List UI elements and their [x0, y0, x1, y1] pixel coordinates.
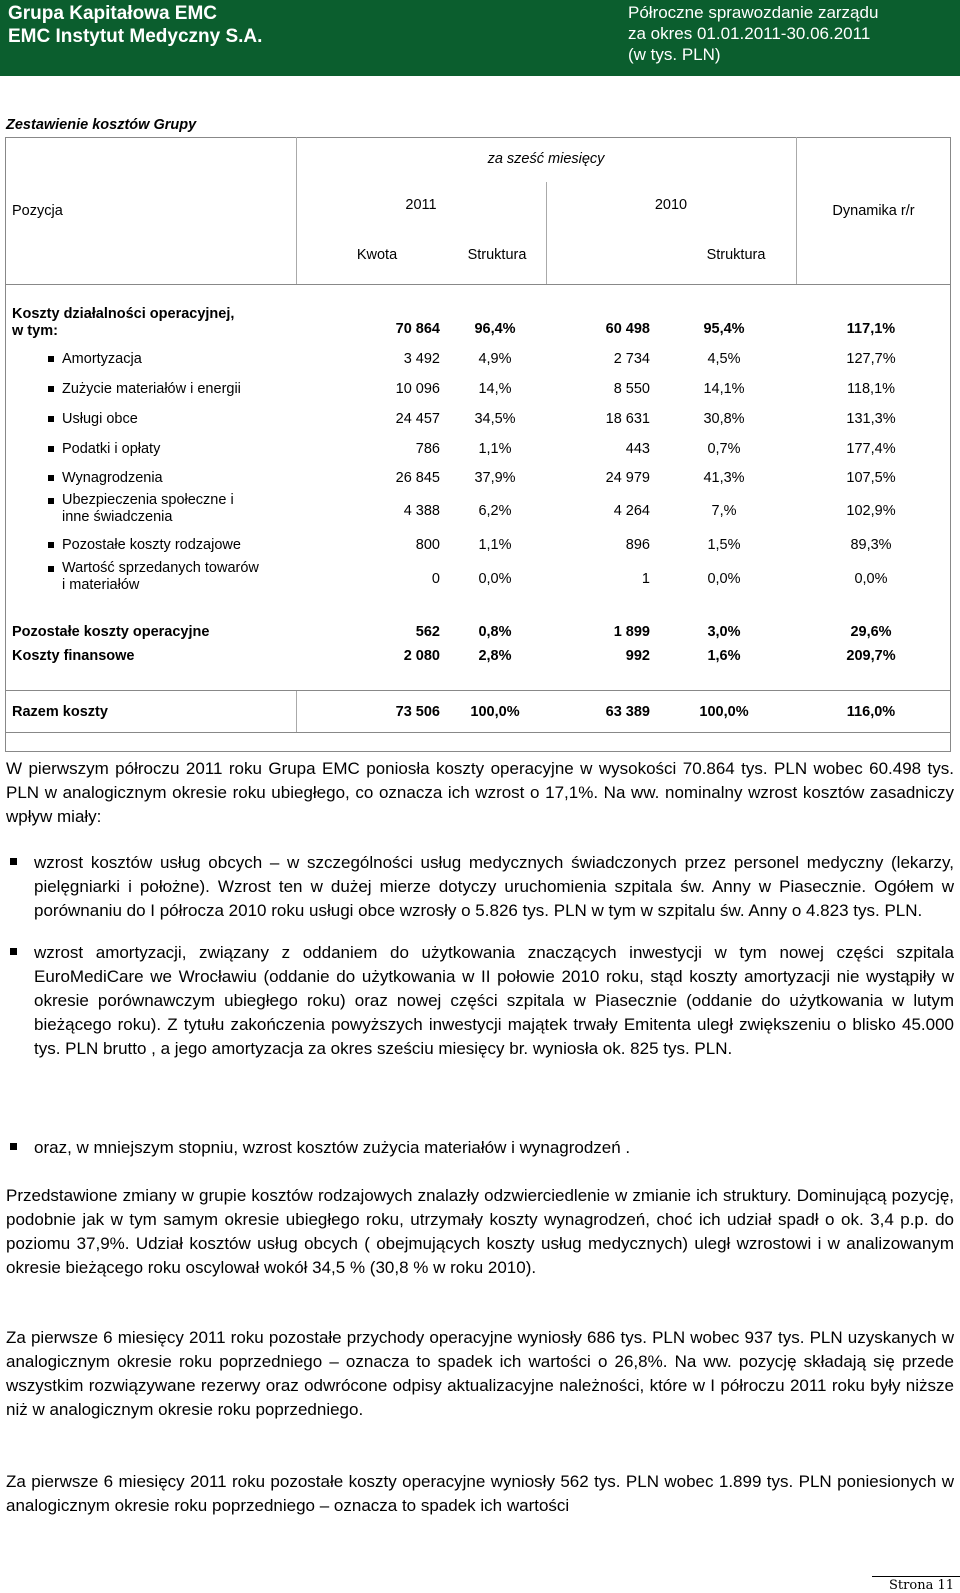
sub-row-dynamics: 177,4% — [846, 441, 896, 457]
header-year-2011: 2011 — [405, 197, 437, 213]
header-period: za sześć miesięcy — [487, 151, 605, 167]
header-struktura-2011: Struktura — [467, 247, 527, 263]
company-name: Grupa Kapitałowa EMC — [8, 3, 218, 24]
sub-row-k2011: 10 096 — [395, 381, 440, 397]
main-row-s2010: 95,4% — [703, 321, 745, 337]
bullet-icon — [48, 356, 54, 362]
sub-row-k2011: 0 — [431, 571, 440, 587]
sub-row-s2010: 14,1% — [703, 381, 745, 397]
report-period: za okres 01.01.2011-30.06.2011 — [628, 24, 871, 43]
bullet-item-depreciation: wzrost amortyzacji, związany z oddaniem do użytkowania znaczących inwestycji w tym nowej części szpitala EuroMediCare we Wrocławiu (oddanie do użytkowania w II połowie 2010 roku, stąd koszty amortyzacji nie wystąpiły w okresie porównawczym ubiegłego roku) oraz nowej części szpitala w Piasecznie (oddanie do użytkowania w lutym bieżącego roku). Z tytułu zakończenia powyższych inwestycji majątek trwały Emitenta uległ zwiększeniu o blisko 45.000 tys. PLN brutto , a jego amortyzacja za okres sześciu miesięcy br. wyniosła ok. 825 tys. PLN. — [34, 943, 954, 1058]
footer-rule — [872, 1576, 960, 1577]
sub-row-s2010: 4,5% — [707, 351, 741, 367]
bullet-item-materials: oraz, w mniejszym stopniu, wzrost kosztów zużycia materiałów i wynagrodzeń . — [34, 1138, 631, 1157]
total-row-label: Razem koszty — [12, 704, 108, 720]
sub-row-s2011: 1,1% — [478, 441, 512, 457]
paragraph-other-costs: Za pierwsze 6 miesięcy 2011 roku pozostałe koszty operacyjne wyniosły 562 tys. PLN wobec 1.899 tys. PLN poniesionych w analogicznym okresie roku poprzedniego – oznacza to spadek ich wartości — [6, 1472, 954, 1515]
header-year-2010: 2010 — [654, 197, 688, 213]
sub-row-s2011: 14,% — [478, 381, 512, 397]
sub-row-label: Zużycie materiałów i energii — [62, 381, 241, 397]
main-row-dynamics: 117,1% — [846, 321, 896, 337]
page-number: Strona 11 — [889, 1578, 954, 1593]
sub-row-s2011: 34,5% — [474, 411, 516, 427]
sub-row-dynamics: 89,3% — [850, 537, 892, 553]
page-header — [0, 0, 960, 76]
bullet-item-services: wzrost kosztów usług obcych – w szczególności usług medycznych świadczonych przez personel medyczny (lekarzy, pielęgniarki i położne). Wzrost ten w dużej mierze dotyczy uruchomienia szpitala św. Anny w Piasecznie. Ogółem w porównaniu do I półrocza 2010 roku usługi obce wzrosły o 5.826 tys. PLN w tym w szpitalu św. Anny o 4.823 tys. PLN. — [34, 853, 954, 920]
total-divider — [296, 690, 297, 732]
main-row-label — [12, 306, 234, 340]
main-row-k2011: 70 864 — [395, 321, 440, 337]
header-report-info — [628, 2, 878, 65]
sub-row-label-line2: i materiałów — [62, 577, 140, 593]
total-row-dynamics: 116,0% — [846, 704, 896, 720]
paragraph-intro: W pierwszym półroczu 2011 roku Grupa EMC poniosła koszty operacyjne w wysokości 70.864 tys. PLN wobec 60.498 tys. PLN w analogicznym okresie roku ubiegłego, co oznacza ich wzrost o 17,1%. Na ww. nominalny wzrost kosztów zasadniczy wpływ miały: — [6, 759, 954, 826]
main-row-k2010: 60 498 — [605, 321, 650, 337]
other-row-dynamics: 29,6% — [850, 624, 892, 640]
other-row-label: Koszty finansowe — [12, 648, 135, 664]
header-dynamics: Dynamika r/r — [832, 203, 915, 219]
sub-row-label: Amortyzacja — [62, 351, 142, 367]
sub-row-label-line1: Ubezpieczenia społeczne i — [62, 492, 234, 508]
sub-row-s2010: 0,0% — [707, 571, 741, 587]
main-row-s2011: 96,4% — [474, 321, 516, 337]
sub-row-s2011: 1,1% — [478, 537, 512, 553]
sub-row-k2011: 26 845 — [395, 470, 440, 486]
bullet-icon — [48, 446, 54, 452]
bullet-icon — [48, 542, 54, 548]
other-row-label: Pozostałe koszty operacyjne — [12, 624, 210, 640]
report-title: Półroczne sprawozdanie zarządu — [628, 3, 879, 22]
sub-row-k2010: 8 550 — [613, 381, 650, 397]
sub-row-s2011: 0,0% — [478, 571, 512, 587]
header-company — [8, 2, 262, 48]
other-row-s2010: 3,0% — [707, 624, 741, 640]
sub-row-dynamics: 118,1% — [846, 381, 896, 397]
other-row-k2011: 562 — [415, 624, 440, 640]
sub-row-label — [62, 560, 259, 594]
total-top-border — [5, 690, 951, 691]
other-row-s2010: 1,6% — [707, 648, 741, 664]
sub-row-k2011: 24 457 — [395, 411, 440, 427]
bullet-icon — [10, 858, 17, 865]
total-row-k2011: 73 506 — [395, 704, 440, 720]
bullet-icon — [48, 475, 54, 481]
sub-row-s2011: 6,2% — [478, 503, 512, 519]
sub-row-s2010: 41,3% — [703, 470, 745, 486]
sub-row-label-line2: inne świadczenia — [62, 509, 173, 525]
sub-row-s2010: 0,7% — [707, 441, 741, 457]
sub-row-k2011: 800 — [415, 537, 440, 553]
table-header-separator — [5, 284, 951, 285]
sub-row-s2011: 4,9% — [478, 351, 512, 367]
sub-row-dynamics: 107,5% — [846, 470, 896, 486]
sub-row-k2010: 443 — [625, 441, 650, 457]
sub-row-k2010: 1 — [641, 571, 650, 587]
sub-row-k2010: 18 631 — [605, 411, 650, 427]
sub-row-label-line1: Wartość sprzedanych towarów — [62, 560, 259, 576]
sub-row-s2010: 7,% — [711, 503, 737, 519]
main-row-label-line2: w tym: — [12, 323, 58, 339]
report-unit: (w tys. PLN) — [628, 45, 721, 64]
sub-row-dynamics: 0,0% — [854, 571, 888, 587]
sub-row-k2011: 786 — [415, 441, 440, 457]
sub-row-k2010: 4 264 — [613, 503, 650, 519]
sub-row-s2011: 37,9% — [474, 470, 516, 486]
sub-row-k2010: 2 734 — [613, 351, 650, 367]
header-position: Pozycja — [12, 203, 63, 219]
sub-row-s2010: 30,8% — [703, 411, 745, 427]
sub-row-k2010: 896 — [625, 537, 650, 553]
bullet-icon — [10, 1143, 17, 1150]
sub-row-k2011: 3 492 — [403, 351, 440, 367]
sub-row-label: Podatki i opłaty — [62, 441, 161, 457]
total-bottom-border — [5, 732, 951, 733]
main-row-label-line1: Koszty działalności operacyjnej, — [12, 306, 235, 322]
table-title: Zestawienie kosztów Grupy — [6, 117, 197, 133]
sub-row-label: Pozostałe koszty rodzajowe — [62, 537, 241, 553]
bullet-icon — [48, 416, 54, 422]
sub-row-label: Wynagrodzenia — [62, 470, 163, 486]
sub-row-k2010: 24 979 — [605, 470, 650, 486]
other-row-k2011: 2 080 — [403, 648, 440, 664]
total-row-k2010: 63 389 — [605, 704, 650, 720]
sub-row-dynamics: 131,3% — [846, 411, 896, 427]
sub-row-dynamics: 102,9% — [846, 503, 896, 519]
other-row-k2010: 992 — [625, 648, 650, 664]
header-struktura-2010: Struktura — [706, 247, 766, 263]
sub-row-label — [62, 492, 234, 526]
other-row-k2010: 1 899 — [613, 624, 650, 640]
paragraph-other-income: Za pierwsze 6 miesięcy 2011 roku pozostałe przychody operacyjne wyniosły 686 tys. PLN wobec 937 tys. PLN uzyskanych w analogicznym okresie roku poprzedniego – oznacza to spadek ich wartości o 26,8%. Na ww. pozycję składają się przede wszystkim rozwiązywane rezerwy oraz odwrócone odpisy aktualizacyjne należności, które w I półroczu 2011 roku były niższe niż w analogicznym okresie roku poprzedniego. — [6, 1328, 954, 1419]
company-subsidiary: EMC Instytut Medyczny S.A. — [8, 26, 263, 47]
sub-row-s2010: 1,5% — [707, 537, 741, 553]
sub-row-label: Usługi obce — [62, 411, 138, 427]
other-row-dynamics: 209,7% — [846, 648, 896, 664]
sub-row-dynamics: 127,7% — [846, 351, 896, 367]
bullet-icon — [48, 386, 54, 392]
paragraph-structure: Przedstawione zmiany w grupie kosztów rodzajowych znalazły odzwierciedlenie w zmianie ich struktury. Dominującą pozycję, podobnie jak w tym samym okresie ubiegłego roku, utrzymały koszty wynagrodzeń, choć ich udział spadł o ok. 3,4 p.p. do poziomu 37,9%. Udział kosztów usług obcych ( obejmujących koszty usług medycznych) uległ wzrostowi i w analizowanym okresie bieżącego roku oscylował wokół 34,5 % (30,8 % w roku 2010). — [6, 1186, 954, 1277]
header-kwota: Kwota — [356, 247, 398, 263]
total-row-s2010: 100,0% — [699, 704, 749, 720]
bullet-icon — [48, 566, 54, 572]
bullet-icon — [10, 948, 17, 955]
bullet-icon — [48, 498, 54, 504]
other-row-s2011: 2,8% — [478, 648, 512, 664]
total-row-s2011: 100,0% — [470, 704, 520, 720]
sub-row-k2011: 4 388 — [403, 503, 440, 519]
other-row-s2011: 0,8% — [478, 624, 512, 640]
